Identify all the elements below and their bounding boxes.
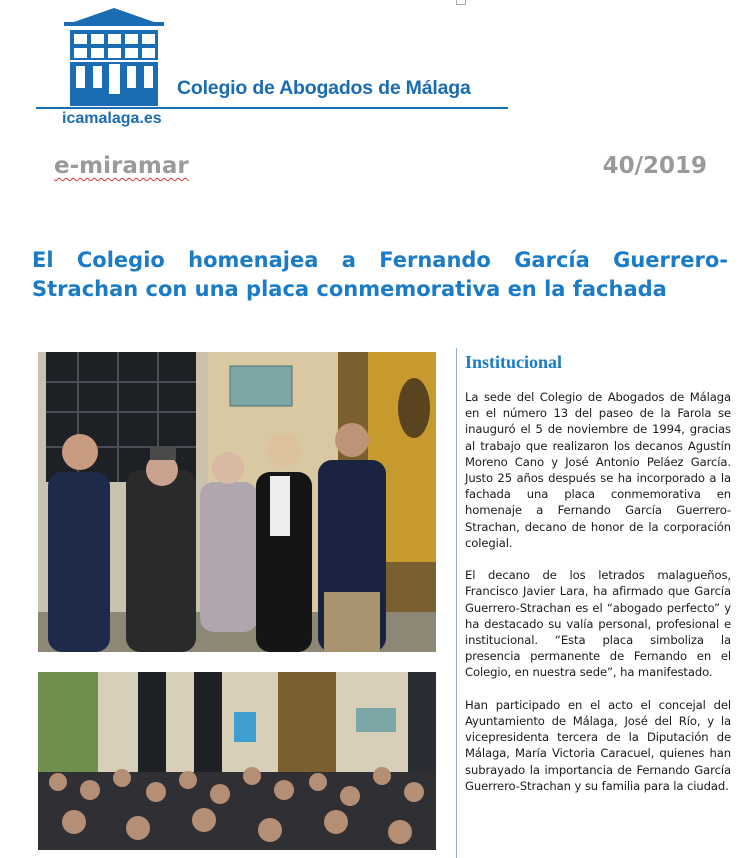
photo-plaque-group [38, 352, 436, 652]
article-paragraph: El decano de los letrados malagueños, Francisco Javier Lara, ha afirmado que García Guerrero-Strachan es el “abogado perfecto” y ha destacado su valía personal, profesional e institucional. “Esta placa simboliza la presencia permanente de Fernando en el Colegio, en nuestra sede”, ha manifestado. [465, 568, 731, 680]
organization-name: Colegio de Abogados de Málaga [177, 77, 471, 99]
article-paragraph: Han participado en el acto el concejal del Ayuntamiento de Málaga, José del Río, y la vicepresidenta tercera de la Diputación de Málaga, María Victoria Caracuel, quienes han subrayado la importancia de Fernando García Guerrero-Strachan y su familia para la ciudad. [465, 697, 731, 793]
section-title: Institucional [465, 352, 563, 372]
sidebar-article [456, 348, 731, 858]
building-icon [62, 8, 166, 108]
article-headline: El Colegio homenajea a Fernando García Guerrero-Strachan con una placa conmemorativa en la fachada [32, 248, 728, 301]
site-url[interactable]: icamalaga.es [62, 110, 162, 127]
issue-number: 40/2019 [602, 153, 707, 179]
photo-ceremony-crowd [38, 672, 436, 850]
logo-divider [36, 107, 508, 109]
header [0, 0, 743, 135]
article-paragraph: La sede del Colegio de Abogados de Málaga en el número 13 del paseo de la Farola se inauguró el 5 de noviembre de 1994, gracias al trabajo que realizaron los decanos Agustín Moreno Cano y José Antonio Peláez García. Justo 25 años después se ha incorporado a la fachada una placa conmemorativa en homenaje a Fernando García Guerrero-Strachan, decano de honor de la corporación colegial. [465, 390, 731, 550]
newsletter-name: e-miramar [54, 153, 189, 179]
article-body [465, 389, 731, 810]
page-marker [456, 0, 466, 5]
